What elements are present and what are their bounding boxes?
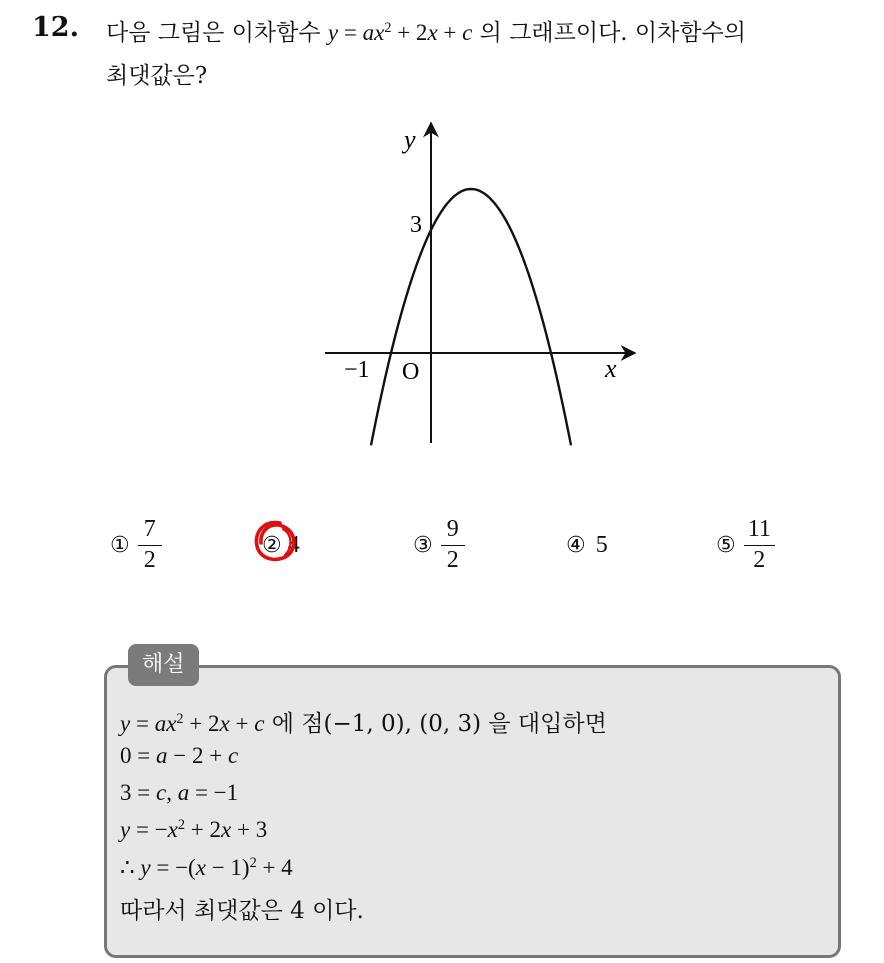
choice-3[interactable] <box>413 510 463 580</box>
choice-4[interactable] <box>566 510 608 580</box>
choice-mark: ③ <box>413 532 433 558</box>
question-equation: $y = ax^2 + 2x + c$ <box>327 20 473 45</box>
question-prefix: 다음 그림은 이차함수 <box>106 20 321 46</box>
solution-line-4: $y = -x^2 + 2x + 3$ <box>120 817 268 842</box>
choice-mark: ④ <box>566 532 586 558</box>
choice-mark: ② <box>262 532 282 558</box>
choice-fraction: $\frac{11}{2}$ <box>746 517 773 573</box>
choice-5[interactable] <box>716 510 773 580</box>
solution-line-2: 0 = a − 2 + c <box>120 743 239 768</box>
origin-label: O <box>402 359 420 385</box>
solution-line-3: 3 = c, a = −1 <box>120 780 239 805</box>
solution-line-6: 따라서 최댓값은 4 이다. <box>120 898 364 924</box>
choice-mark: ⑤ <box>716 532 736 558</box>
x-tick-label: −1 <box>344 357 370 383</box>
solution-tag: 해설 <box>128 644 199 686</box>
y-axis-label: y <box>404 125 416 154</box>
solution-line-1: $y = ax^2 + 2x + c$ 에 점(−1, 0), (0, 3) 을 대입하면 <box>120 711 607 737</box>
question-suffix: 의 그래프이다. 이차함수의 <box>479 20 747 46</box>
question-text-line2: 최댓값은? <box>106 63 208 89</box>
choice-value: 4 <box>287 531 300 558</box>
choice-mark: ① <box>110 532 130 558</box>
solution-line-5: ∴ $y = -(x - 1)^2 + 4$ <box>120 855 293 880</box>
parabola-graph <box>300 115 645 455</box>
question-number: 12. <box>32 12 79 43</box>
choice-1[interactable] <box>110 510 160 580</box>
circle-stroke <box>256 523 293 560</box>
parabola-curve <box>371 189 571 445</box>
x-axis-label: x <box>605 354 617 383</box>
question-text-line1 <box>106 14 746 47</box>
choice-fraction: $\frac{7}{2}$ <box>140 517 160 573</box>
choice-fraction: $\frac{9}{2}$ <box>443 517 463 573</box>
selected-answer-circle <box>252 519 298 565</box>
choice-value: 5 <box>595 531 608 558</box>
y-tick-label: 3 <box>410 212 422 238</box>
